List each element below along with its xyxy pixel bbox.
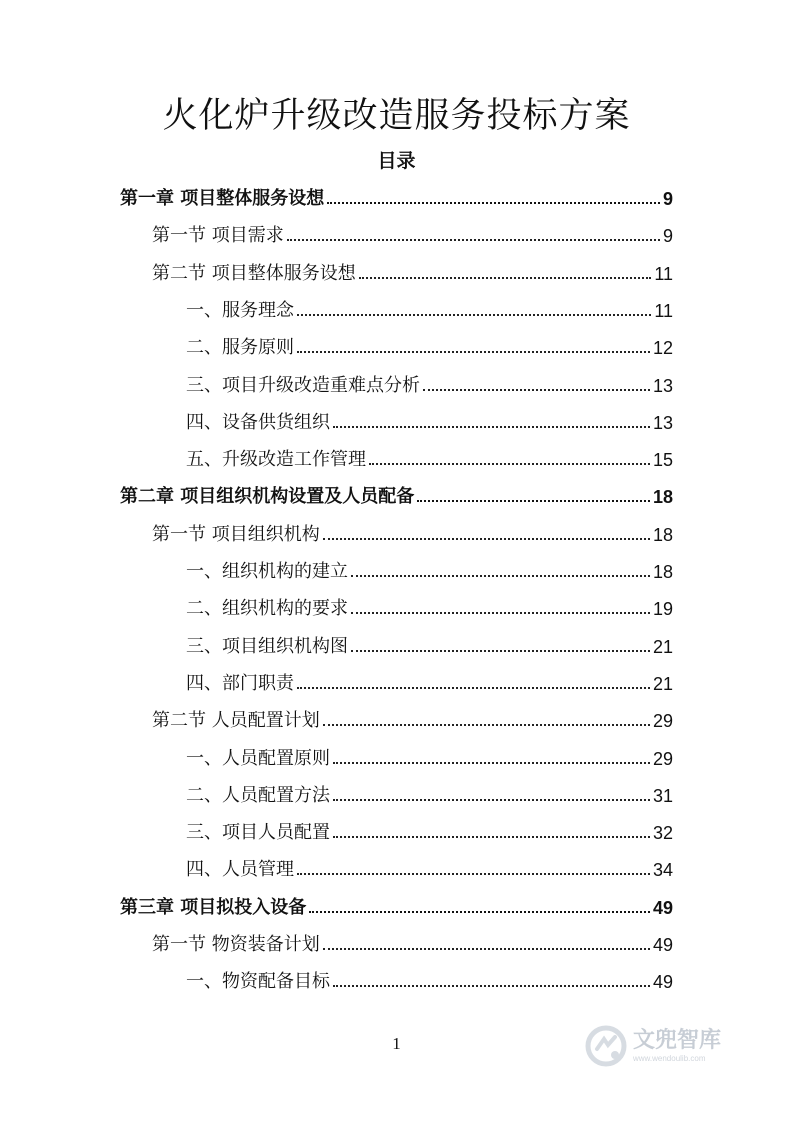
toc-entry-label: 五、升级改造工作管理 xyxy=(186,449,366,471)
toc-entry-page: 18 xyxy=(652,562,673,582)
toc-leader-dots xyxy=(297,314,651,316)
toc-entry-label: 四、设备供货组织 xyxy=(186,411,330,433)
watermark-name: 文兜智库 xyxy=(633,1027,722,1053)
toc-leader-dots xyxy=(309,911,650,913)
toc-leader-dots xyxy=(297,351,650,353)
toc-subsection-entry[interactable] xyxy=(186,294,673,322)
toc-entry-label: 第一节 物资装备计划 xyxy=(152,934,320,955)
toc-entry-page: 21 xyxy=(652,636,673,657)
toc-entry-page: 9 xyxy=(662,189,673,209)
toc-leader-dots xyxy=(323,724,650,726)
toc-section-entry[interactable] xyxy=(152,219,673,247)
toc-heading: 目录 xyxy=(377,150,416,172)
watermark xyxy=(585,1020,755,1072)
toc-leader-dots xyxy=(351,575,650,577)
toc-entry-page: 49 xyxy=(652,972,673,993)
toc-leader-dots xyxy=(351,612,650,614)
toc-entry-label: 二、服务原则 xyxy=(186,337,294,359)
toc-entry-label: 第二节 人员配置计划 xyxy=(152,710,320,732)
toc-subsection-entry[interactable] xyxy=(186,816,673,844)
toc-entry-label: 第二节 项目整体服务设想 xyxy=(152,262,356,284)
toc-entry-page: 21 xyxy=(652,673,673,694)
toc-entry-page: 31 xyxy=(652,785,673,806)
toc-leader-dots xyxy=(333,985,650,987)
toc-leader-dots xyxy=(327,202,660,204)
page-number: 1 xyxy=(392,1034,401,1053)
toc-leader-dots xyxy=(369,463,650,465)
toc-entry-page: 11 xyxy=(654,300,673,321)
toc-section-entry[interactable] xyxy=(152,257,673,285)
toc-subsection-entry[interactable] xyxy=(186,369,673,397)
toc-section-entry[interactable] xyxy=(152,518,673,546)
toc-subsection-entry[interactable] xyxy=(186,667,673,695)
toc-entry-page: 34 xyxy=(652,860,673,881)
toc-entry-page: 13 xyxy=(652,412,673,433)
toc-entry-page: 18 xyxy=(652,487,673,508)
toc-leader-dots xyxy=(333,836,650,838)
toc-entry-label: 第二章 项目组织机构设置及人员配备 xyxy=(120,486,415,508)
toc-subsection-entry[interactable] xyxy=(186,443,673,471)
toc-leader-dots xyxy=(333,762,650,764)
wendou-logo-icon xyxy=(585,1025,627,1067)
toc-entry-page: 49 xyxy=(652,935,673,955)
toc-entry-page: 32 xyxy=(652,823,673,844)
toc-entry-label: 四、部门职责 xyxy=(186,672,294,694)
toc-subsection-entry[interactable] xyxy=(186,853,673,881)
toc-leader-dots xyxy=(333,799,650,801)
toc-entry-page: 9 xyxy=(662,226,673,247)
toc-subsection-entry[interactable] xyxy=(186,592,673,620)
toc-entry-label: 一、组织机构的建立 xyxy=(186,561,348,582)
toc-entry-label: 四、人员管理 xyxy=(186,859,294,881)
toc-subsection-entry[interactable] xyxy=(186,779,673,807)
toc-section-entry[interactable] xyxy=(152,704,673,732)
toc-entry-label: 三、项目升级改造重难点分析 xyxy=(186,374,420,396)
toc-entry-page: 11 xyxy=(654,263,673,284)
toc-entry-label: 第一节 项目组织机构 xyxy=(152,523,320,545)
toc-chapter-entry[interactable] xyxy=(120,182,673,210)
toc-entry-label: 一、服务理念 xyxy=(186,299,294,321)
toc-entry-label: 二、人员配置方法 xyxy=(186,784,330,806)
toc-entry-page: 13 xyxy=(652,375,673,396)
toc-entry-label: 二、组织机构的要求 xyxy=(186,598,348,620)
watermark-url: www.wendoulib.com xyxy=(633,1053,706,1063)
toc-leader-dots xyxy=(297,873,650,875)
toc-subsection-entry[interactable] xyxy=(186,555,673,583)
toc-entry-page: 18 xyxy=(652,524,673,545)
toc-leader-dots xyxy=(323,948,650,950)
toc-entry-label: 一、物资配备目标 xyxy=(186,971,330,993)
toc-leader-dots xyxy=(351,650,650,652)
toc-entry-page: 29 xyxy=(652,748,673,769)
toc-section-entry[interactable] xyxy=(152,928,673,956)
toc-leader-dots xyxy=(359,277,652,279)
toc-chapter-entry[interactable] xyxy=(120,891,673,919)
toc-entry-page: 12 xyxy=(652,338,673,359)
toc-entry-page: 15 xyxy=(652,450,673,471)
toc-leader-dots xyxy=(297,687,650,689)
toc-subsection-entry[interactable] xyxy=(186,965,673,993)
toc-entry-page: 49 xyxy=(652,897,673,918)
toc-entry-label: 第三章 项目拟投入设备 xyxy=(120,896,307,918)
toc-entry-label: 第一章 项目整体服务设想 xyxy=(120,188,325,209)
toc-subsection-entry[interactable] xyxy=(186,331,673,359)
toc-leader-dots xyxy=(333,426,650,428)
toc-entry-label: 一、人员配置原则 xyxy=(186,747,330,769)
toc-subsection-entry[interactable] xyxy=(186,630,673,658)
toc-leader-dots xyxy=(323,538,650,540)
document-title: 火化炉升级改造服务投标方案 xyxy=(162,96,631,136)
toc-chapter-entry[interactable] xyxy=(120,480,673,508)
toc-subsection-entry[interactable] xyxy=(186,742,673,770)
toc-entry-page: 29 xyxy=(652,711,673,732)
toc-entry-page: 19 xyxy=(652,599,673,620)
toc-leader-dots xyxy=(417,500,650,502)
toc-entry-label: 三、项目人员配置 xyxy=(186,822,330,844)
toc-subsection-entry[interactable] xyxy=(186,406,673,434)
toc-entry-label: 第一节 项目需求 xyxy=(152,225,284,247)
toc-leader-dots xyxy=(423,389,650,391)
toc-entry-label: 三、项目组织机构图 xyxy=(186,635,348,657)
toc-leader-dots xyxy=(287,239,660,241)
